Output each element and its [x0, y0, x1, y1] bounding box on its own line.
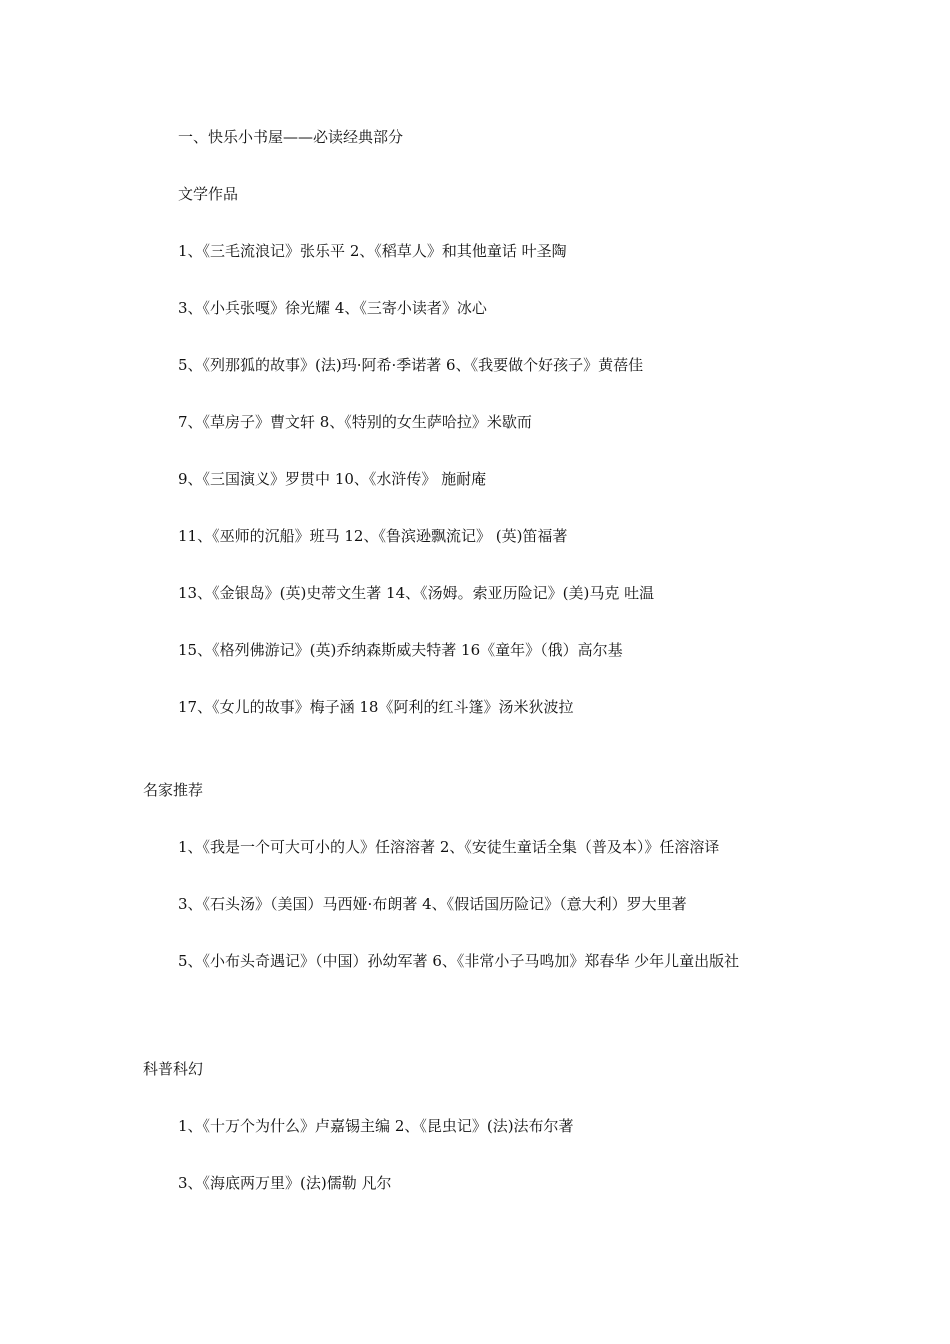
- list-item: 5、《小布头奇遇记》（中国）孙幼军著 6、《非常小子马鸣加》郑春华 少年儿童出版社: [178, 952, 740, 970]
- list-item: 3、《小兵张嘎》徐光耀 4、《三寄小读者》冰心: [178, 299, 487, 317]
- list-item: 15、《格列佛游记》(英)乔纳森斯威夫特著 16《童年》（俄）高尔基: [178, 641, 623, 659]
- list-item: 3、《海底两万里》(法)儒勒 凡尔: [178, 1174, 392, 1192]
- list-item: 7、《草房子》曹文轩 8、《特别的女生萨哈拉》米歇而: [178, 413, 532, 431]
- section-title: 一、快乐小书屋——必读经典部分: [178, 128, 404, 146]
- literature-heading: 文学作品: [178, 185, 239, 203]
- science-heading: 科普科幻: [143, 1060, 204, 1078]
- list-item: 1、《十万个为什么》卢嘉锡主编 2、《昆虫记》(法)法布尔著: [178, 1117, 574, 1135]
- list-item: 1、《三毛流浪记》张乐平 2、《稻草人》和其他童话 叶圣陶: [178, 242, 567, 260]
- list-item: 3、《石头汤》（美国）马西娅·布朗著 4、《假话国历险记》（意大利）罗大里著: [178, 895, 687, 913]
- list-item: 11、《巫师的沉船》班马 12、《鲁滨逊飘流记》 (英)笛福著: [178, 527, 568, 545]
- list-item: 9、《三国演义》罗贯中 10、《水浒传》 施耐庵: [178, 470, 487, 488]
- recommended-heading: 名家推荐: [143, 781, 204, 799]
- list-item: 5、《列那狐的故事》(法)玛·阿希·季诺著 6、《我要做个好孩子》黄蓓佳: [178, 356, 644, 374]
- list-item: 1、《我是一个可大可小的人》任溶溶著 2、《安徒生童话全集（普及本）》任溶溶译: [178, 838, 720, 856]
- list-item: 13、《金银岛》(英)史蒂文生著 14、《汤姆。索亚历险记》(美)马克 吐温: [178, 584, 655, 602]
- list-item: 17、《女儿的故事》梅子涵 18《阿利的红斗篷》汤米狄波拉: [178, 698, 574, 716]
